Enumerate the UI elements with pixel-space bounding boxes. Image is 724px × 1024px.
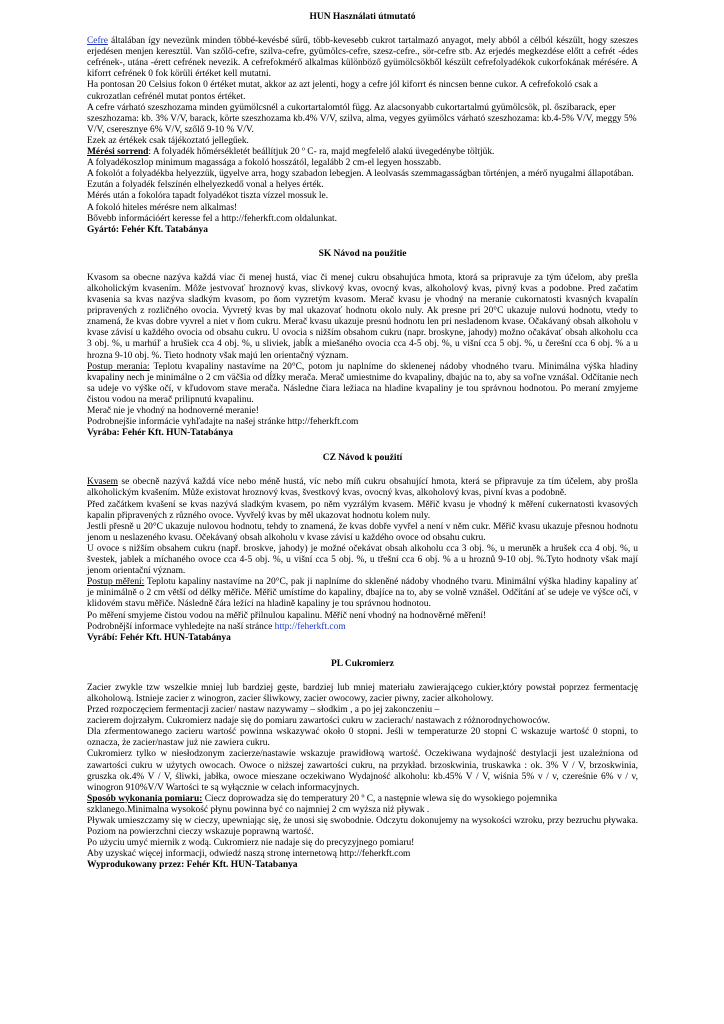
sk-paragraph-1: Kvasom sa obecne nazýva každá viac či menej hustá, viac či menej cukru obsahujúca hmota, ktorá sa pripravuje za tým účelom, aby prešla alkoholickým kvasením. Môže jestvovať hroznový kvas, slivkový kvas, ovocný kvas, alkoholový kvas, pivný kvas a podobne. Pred začatím kvasenia sa kvas nazýva sladkým kvasom, po ňom vyzretým kvasom. Merač kvasu je vhodný na meranie cukornatosti kvasných kvapalín pripravených z rozličného ovocia. Vyvretý kvas by mal ukazovať hodnotu okolo nuly. Ak presne pri 20°C ukazuje nulovú hodnotu, vtedy to znamená, že kvas dobre vyvrel a niet v ňom cukru. Merač kvasu ukazuje presnú hodnotu len pri nesladenom kvase. Očakávaný obsah alkoholu v kvase závisí u každého ovocia od obsahu cukru. U ovocia s nižším obsahom cukru (napr. broskyne, jahody) možno očakávať obsah alkoholu cca 3 obj. %, u marhúľ a hrušiek cca 4 obj. %, u sliviek, jabĺk a miešaného ovocia cca 4-5 obj. %, u višní cca 5 obj. %, u čerešní cca 6 obj. % a u hrozna 9-10 obj. %. Tieto hodnoty však majú len orientačný význam. — [87, 272, 638, 361]
sk-maker: Vyrába: Fehér Kft. HUN-Tatabánya — [87, 428, 233, 439]
pl-step-2: Po użyciu umyć miernik z wodą. Cukromierz nie nadaje się do precyzyjnego pomiaru! — [87, 838, 415, 849]
hun-paragraph-3: A cefre várható szeszhozama minden gyümölcsnél a cukortartalomtól függ. Az alacsonyabb cukortartalmú gyümölcsök, pl. őszibarack, eper szeszhozama: kb. 3% V/V, barack, körte szeszhozama kb.4% V/V, szilva, alma, vegyes gyümölcs várható szeszhozama: kb.4-5% V/V, meggy 5% V/V, cseresznye 6% V/V, szőlő 9-10 % V/V. — [87, 102, 637, 135]
cz-maker: Vyrábí: Fehér Kft. HUN-Tatabánya — [87, 632, 231, 643]
cz-paragraph-1-text: se obecně nazývá každá více nebo méně hustá, víc nebo míň cukru obsahující hmota, která se připravuje za tím účelem, aby prošla alkoholickým kvašením. Může existovat hroznový kvas, švestkový kvas, ovocný kvas, alkoholový kvas, pivní kvas a podobně. — [87, 477, 638, 499]
cz-procedure-label: Postup měření: — [87, 577, 145, 588]
pl-maker: Wyprodukowany przez: Fehér Kft. HUN-Tatabanya — [87, 860, 298, 871]
section-hun — [87, 12, 638, 236]
hun-step-2: A fokolót a folyadékba helyezzük, ügyelve arra, hogy szabadon lebegjen. A leolvasás szemmagasságban történjen, a mérő nyugalmi állapotában. Ezután a folyadék felszínén elhelyezkedő vonal a helyes érték. — [87, 169, 634, 191]
cz-website-link[interactable]: http://feherkft.com — [274, 621, 346, 632]
cz-procedure-text: Teplotu kapaliny nastavíme na 20°C, pak ji naplníme do skleněné nádoby vhodného tvaru. Minimální výška hladiny kapaliny ať je minimálně o 2 cm větší od délky měřiče. Měřič umístíme do kapaliny, dbajíce na to, aby se volně vznášel. Odčítání ať se udeje ve výšce očí, v klidovém stavu měřiče. Následně čára ležící na hladině kapaliny je tou správnou hodnotou. — [87, 577, 638, 610]
sk-procedure-text: Teplotu kvapaliny nastavíme na 20°C, potom ju naplníme do sklenenej nádoby vhodného tvaru. Minimálna výška hladiny kvapaliny nech je minimálne o 2 cm väčšia od dĺžky merača. Merač umiestnime do kvapaliny, dbajúc na to, aby sa voľne vznášal. Odčítanie nech sa udeje vo výške očí, v kľudovom stave merača. Následne čiara ležiaca na hladine kvapaliny je tou správnou hodnotou. Po meraní zmyjeme čistou vodou na merač prilipnutú kvapalinu. — [87, 361, 639, 405]
hun-procedure-text: : A folyadék hőmérsékletét beállítjuk 20 º C- ra, majd megfelelő alakú üvegedénybe töltjük. — [148, 147, 495, 158]
cz-paragraph-1 — [87, 477, 638, 499]
pl-step-3: Aby uzyskać więcej informacji, odwiedź naszą stronę internetową http://feherkft.com — [87, 849, 411, 860]
hun-paragraph-2: Ha pontosan 20 Celsius fokon 0 értéket mutat, akkor az azt jelenti, hogy a cefre jól kiforrt és nincsen benne cukor. A cefrefokoló csak a cukrozatlan cefrénél mutat pontos értéket. — [87, 80, 598, 102]
pl-paragraph-2: Przed rozpoczęciem fermentacji zacier/ nastaw nazywamy – słodkim , a po jej zakonczeniu – — [87, 705, 440, 716]
hun-step-4: A fokoló hiteles mérésre nem alkalmas! — [87, 202, 238, 213]
hun-cefre-link[interactable]: Cefre — [87, 36, 108, 47]
sk-step-2: Podrobnejšie informácie vyhľadajte na našej stránke http://feherkft.com — [87, 417, 359, 428]
section-pl — [87, 659, 638, 872]
sk-title: SK Návod na použitie — [318, 248, 407, 259]
section-sk — [87, 249, 638, 440]
pl-paragraph-5: Cukromierz tylko w niesłodzonym zacierze/nastawie wskazuje prawidłową wartość. Oczekiwana wydajność destylacji jest uzależniona od zawartości cukru w użytych owocach. Owoce o niższej zawartości cukru, na przykład. brzoskwinia, truskawka : ok. 3% V / V, brzoskwinia, gruszka ok.4% V / V, śliwki, jabłka, owoce mieszane oczekiwano Wydajność alkoholu: kb.45% V / V, wiśnia 5% v / v, czereśnie 6% v / v, winogron 910%V/V Wartości te są wyłącznie w celach informacyjnych. — [87, 749, 638, 793]
instruction-document — [87, 12, 638, 871]
pl-procedure — [87, 794, 638, 816]
sk-procedure-label: Postup merania: — [87, 361, 150, 372]
section-cz — [87, 453, 638, 644]
hun-procedure — [87, 147, 638, 158]
cz-paragraph-4: U ovoce s nižším obsahem cukru (např. broskve, jahody) je možné očekávat obsah alkoholu cca 3 obj. %, u meruněk a hrušek cca 4 obj. %, u švestek, jablek a míchaného ovoce cca 4-5 obj. %, u višní cca 5 obj. %, u třešní cca 6 obj. % a u hroznů 9-10 obj. %.Tyto hodnoty však mají jenom orientační význam. — [87, 543, 638, 577]
cz-kvasem-term: Kvasem — [87, 477, 118, 488]
pl-step-1: Pływak umieszczamy się w cieczy, upewniając się, że unosi się swobodnie. Odczytu dokonujemy na wysokości wzroku, przy bezruchu pływaka. Poziom na powierzchni cieczy wskazuje poprawną wartość. — [87, 816, 638, 838]
cz-title: CZ Návod k použití — [322, 453, 403, 464]
cz-paragraph-2: Před začátkem kvašení se kvas nazývá sladkým kvasem, po něm vyzrálým kvasem. Měřič kvasu je vhodný k měření cukernatosti kvasových kapalin připravených z různého ovoce. Vyvřelý kvas by měl ukazovat hodnotu kolem nuly. — [87, 499, 638, 521]
cz-step-1: Po měření smyjeme čistou vodou na měřič přilnulou kapalinu. Měřič není vhodný na hodnověrné měření! — [87, 610, 487, 621]
pl-paragraph-1: Zacier zwykle tzw wszelkie mniej lub bardziej gęste, bardziej lub mniej materiału zawierającego cukier,który powstał poprzez fermentację alkoholową. Istnieje zacier z winogron, zacier śliwkowy, zacier owocowy, zacier piwny, zacier alkoholowy. — [87, 682, 638, 704]
pl-title: PL Cukromierz — [331, 658, 394, 669]
pl-procedure-label: Sposób wykonania pomiaru: — [87, 793, 203, 804]
hun-step-1: A folyadékoszlop minimum magassága a fokoló hosszától, legalább 2 cm-el legyen hosszabb. — [87, 158, 442, 169]
hun-intro-text: általában így nevezünk minden többé-kevésbé sűrű, több-kevesebb cukrot tartalmazó anyagot, mely abból a célból készült, hogy szeszes erjedésen menjen keresztül. Van szőlő-cefre, szilva-cefre, gyümölcs-cefre, szesz-cefre., sör-cefre stb. Az erjedés megkezdése előtt a cefrét -édes cefrének-, utána -érett cefrének nevezik. A cefrefokmérő alkalmas különböző gyümölcsökből készült cefrefolyadékok cukorfokának mérésére. A kiforrt cefrének 0 fok körüli értéket kell mutatni. — [87, 36, 638, 80]
sk-step-1: Merač nie je vhodný na hodnoverné meranie! — [87, 406, 259, 416]
cz-step-2 — [87, 622, 638, 633]
pl-paragraph-3: zacierem dojrzałym. Cukromierz nadaje się do pomiaru zawartości cukru w zacierach/ nastawach z różnorodnychowoców. — [87, 716, 550, 727]
hun-title: HUN Használati útmutató — [309, 12, 416, 22]
hun-step-5: Bővebb információért keresse fel a http://feherkft.com oldalunkat. — [87, 213, 338, 224]
cz-step-2-text: Podrobnější informace vyhledejte na naší stránce — [87, 621, 275, 632]
pl-paragraph-4: Dla zfermentowanego zacieru wartość powinna wskazywać około 0 stopni. Jeśli w temperaturze 20 stopni C wskazuje wartość 0 stopni, to oznacza, że zacier/nastaw już nie zawiera cukru. — [87, 727, 638, 749]
pl-procedure-text: Ciecz doprowadza się do temperatury 20 º C, a następnie wlewa się do wysokiego pojemnika szklanego.Minimalna wysokość płynu powinna być co najmniej 2 cm wyższa niż pływak . — [87, 793, 558, 815]
hun-step-3: Mérés után a fokolóra tapadt folyadékot tiszta vízzel mossuk le. — [87, 191, 329, 202]
sk-procedure — [87, 362, 638, 406]
cz-paragraph-3: Jestli přesně u 20°C ukazuje nulovou hodnotu, tehdy to znamená, že kvas dobře vyvřel a není v něm cukr. Měřič kvasu ukazuje přesnou hodnotu jenom u neslazeného kvasu. Očekávaný obsah alkoholu v kvase závisí u každého ovoce od obsahu cukru. — [87, 521, 638, 543]
hun-maker: Gyártó: Fehér Kft. Tatabánya — [87, 224, 208, 235]
hun-intro — [87, 36, 638, 80]
hun-paragraph-4: Ezek az értékek csak tájékoztató jellegűek. — [87, 135, 249, 146]
cz-procedure — [87, 577, 638, 610]
hun-procedure-label: Mérési sorrend — [87, 147, 149, 158]
